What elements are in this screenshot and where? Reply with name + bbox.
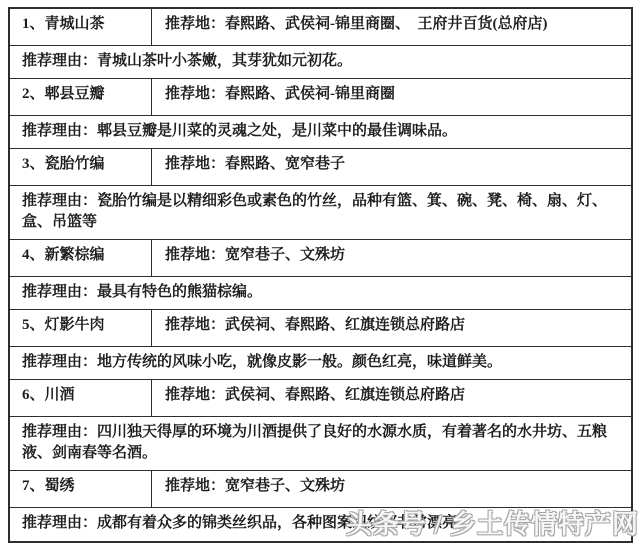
item-reason: 推荐理由：地方传统的风味小吃，就像皮影一般。颜色红亮，味道鲜美。	[10, 347, 631, 380]
item-reason: 推荐理由：青城山茶叶小茶嫩，其芽犹如元初花。	[10, 46, 631, 79]
item-reason: 推荐理由：郫县豆瓣是川菜的灵魂之处，是川菜中的最佳调味品。	[10, 116, 631, 149]
table-row	[10, 149, 631, 186]
item-title: 5、灯影牛肉	[10, 310, 152, 346]
table-row	[10, 9, 631, 46]
item-place: 推荐地：宽窄巷子、文殊坊	[165, 247, 346, 263]
table-row	[10, 79, 631, 116]
item-reason: 推荐理由：最具有特色的熊猫棕编。	[10, 277, 631, 310]
item-title: 4、新繁棕编	[10, 240, 152, 276]
watermark: 头条号 / 乡土传情特产网	[345, 510, 639, 539]
item-place: 推荐地：武侯祠、春熙路、红旗连锁总府路店	[165, 387, 466, 403]
item-place: 推荐地：春熙路、武侯祠-锦里商圈	[165, 86, 395, 102]
item-place: 推荐地：宽窄巷子、文殊坊	[165, 478, 346, 494]
item-reason: 推荐理由：四川独天得厚的环境为川酒提供了良好的水源水质，有着著名的水井坊、五粮液、剑南春等名酒。	[10, 417, 631, 471]
item-place: 推荐地：春熙路、宽窄巷子	[165, 156, 346, 172]
item-title: 1、青城山茶	[10, 9, 152, 45]
item-title: 2、郫县豆瓣	[10, 79, 152, 115]
specialties-table	[8, 7, 633, 543]
item-title: 7、蜀绣	[10, 471, 152, 507]
table-row	[10, 380, 631, 417]
item-title: 6、川酒	[10, 380, 152, 416]
table-row	[10, 471, 631, 508]
item-reason: 推荐理由：成都有着众多的锦类丝织品，各种图案织纹都非常漂亮。	[22, 515, 473, 531]
item-place: 推荐地：春熙路、武侯祠-锦里商圈、 王府井百货(总府店)	[165, 16, 548, 32]
table-row	[10, 310, 631, 347]
item-reason: 推荐理由：瓷胎竹编是以精细彩色或素色的竹丝，品种有篮、箕、碗、凳、椅、扇、灯、盒、吊篮等	[10, 186, 631, 240]
item-title: 3、瓷胎竹编	[10, 149, 152, 185]
item-place: 推荐地：武侯祠、春熙路、红旗连锁总府路店	[165, 317, 466, 333]
table-row	[10, 240, 631, 277]
